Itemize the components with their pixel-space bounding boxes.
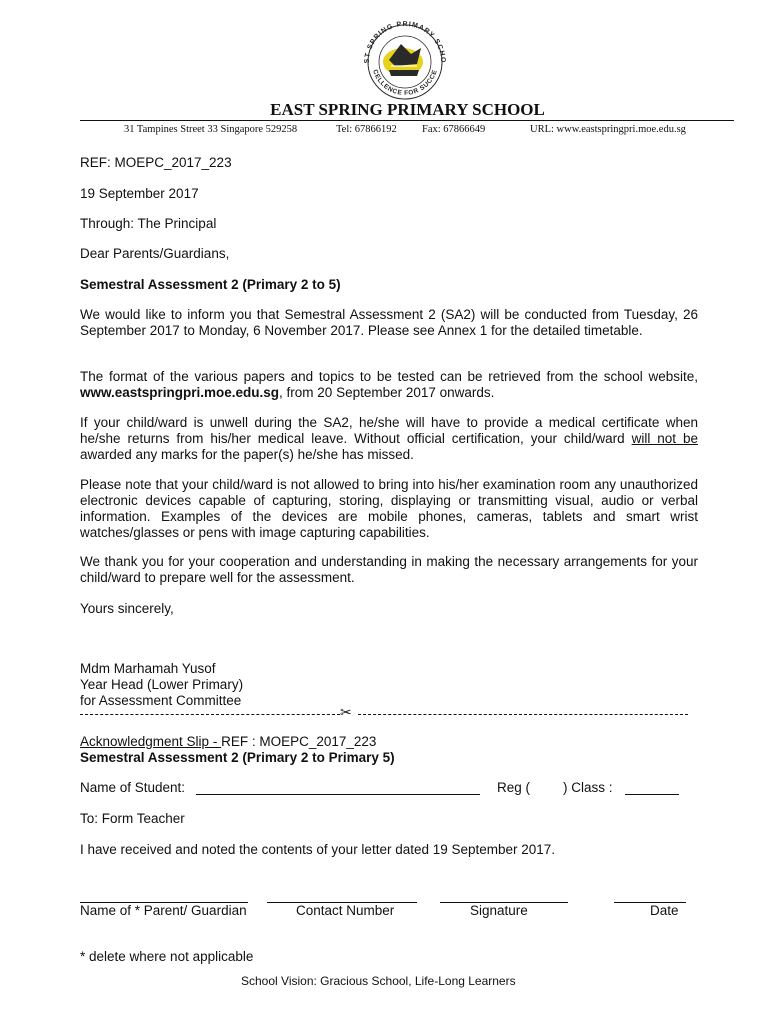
reg-label: Reg ( xyxy=(497,780,531,795)
reg-number-field[interactable] xyxy=(532,780,560,794)
signer-committee: for Assessment Committee xyxy=(80,693,242,708)
slip-to: To: Form Teacher xyxy=(80,811,185,826)
scissors-icon: ✂ xyxy=(340,704,352,720)
cut-line-left xyxy=(80,714,340,715)
letter-ref: REF: MOEPC_2017_223 xyxy=(80,155,232,170)
school-website: www.eastspringpri.moe.edu.sg xyxy=(80,385,280,400)
signature-label: Signature xyxy=(470,903,528,918)
school-url: URL: www.eastspringpri.moe.edu.sg xyxy=(530,124,686,135)
footnote: * delete where not applicable xyxy=(80,949,254,964)
paragraph-2: The format of the various papers and topics to be tested can be retrieved from the school website, www.eastspringpri.moe.edu.sg, from 20 September 2017 onwards. xyxy=(80,369,698,400)
letter-date: 19 September 2017 xyxy=(80,186,199,201)
letter-closing: Yours sincerely, xyxy=(80,601,174,616)
letter-subject: Semestral Assessment 2 (Primary 2 to 5) xyxy=(80,277,341,292)
slip-title: Acknowledgment Slip - REF : MOEPC_2017_223 xyxy=(80,734,377,749)
logo-bottom-arc: CELLENCE FOR SUCCE xyxy=(371,68,439,98)
school-address: 31 Tampines Street 33 Singapore 529258 xyxy=(124,124,298,135)
slip-received: I have received and noted the contents of your letter dated 19 September 2017. xyxy=(80,842,556,857)
school-tel: Tel: 67866192 xyxy=(336,124,397,135)
school-name: EAST SPRING PRIMARY SCHOOL xyxy=(270,100,545,119)
paragraph-1: We would like to inform you that Semestral Assessment 2 (SA2) will be conducted from Tuesday, 26 September 2017 to Monday, 6 November 2017. Please see Annex 1 for the detailed timetable. xyxy=(80,307,698,338)
class-field[interactable] xyxy=(625,794,679,795)
letter-through: Through: The Principal xyxy=(80,216,217,231)
paragraph-4: Please note that your child/ward is not allowed to bring into his/her examination room any unauthorized electronic devices capable of capturing, storing, displaying or transmitting visual, audio or verbal information. Examples of the devices are mobile phones, cameras, tablets and smart wrist watches/glasses or pens with image capturing capabilities. xyxy=(80,477,698,540)
student-name-label: Name of Student: xyxy=(80,780,186,795)
school-vision: School Vision: Gracious School, Life-Long Learners xyxy=(241,974,516,988)
class-label: ) Class : xyxy=(563,780,613,795)
paragraph-5: We thank you for your cooperation and understanding in making the necessary arrangements for your child/ward to prepare well for the assessment. xyxy=(80,554,698,585)
logo-top-arc: ST SPRING PRIMARY SCHO xyxy=(363,20,447,64)
date-label: Date xyxy=(650,903,679,918)
student-name-field[interactable] xyxy=(196,794,480,795)
contact-number-label: Contact Number xyxy=(296,903,395,918)
school-logo xyxy=(355,14,455,100)
paragraph-3: If your child/ward is unwell during the SA2, he/she will have to provide a medical certificate when he/she returns from his/her medical leave. Without official certification, your child/ward will not be awarded any marks for the paper(s) he/she has missed. xyxy=(80,415,698,462)
signer-name: Mdm Marhamah Yusof xyxy=(80,661,216,676)
letter-salutation: Dear Parents/Guardians, xyxy=(80,246,230,261)
school-fax: Fax: 67866649 xyxy=(422,124,486,135)
parent-name-label: Name of * Parent/ Guardian xyxy=(80,903,247,918)
cut-line-right xyxy=(358,714,688,715)
slip-subject: Semestral Assessment 2 (Primary 2 to Primary 5) xyxy=(80,750,395,765)
signer-title: Year Head (Lower Primary) xyxy=(80,677,244,692)
